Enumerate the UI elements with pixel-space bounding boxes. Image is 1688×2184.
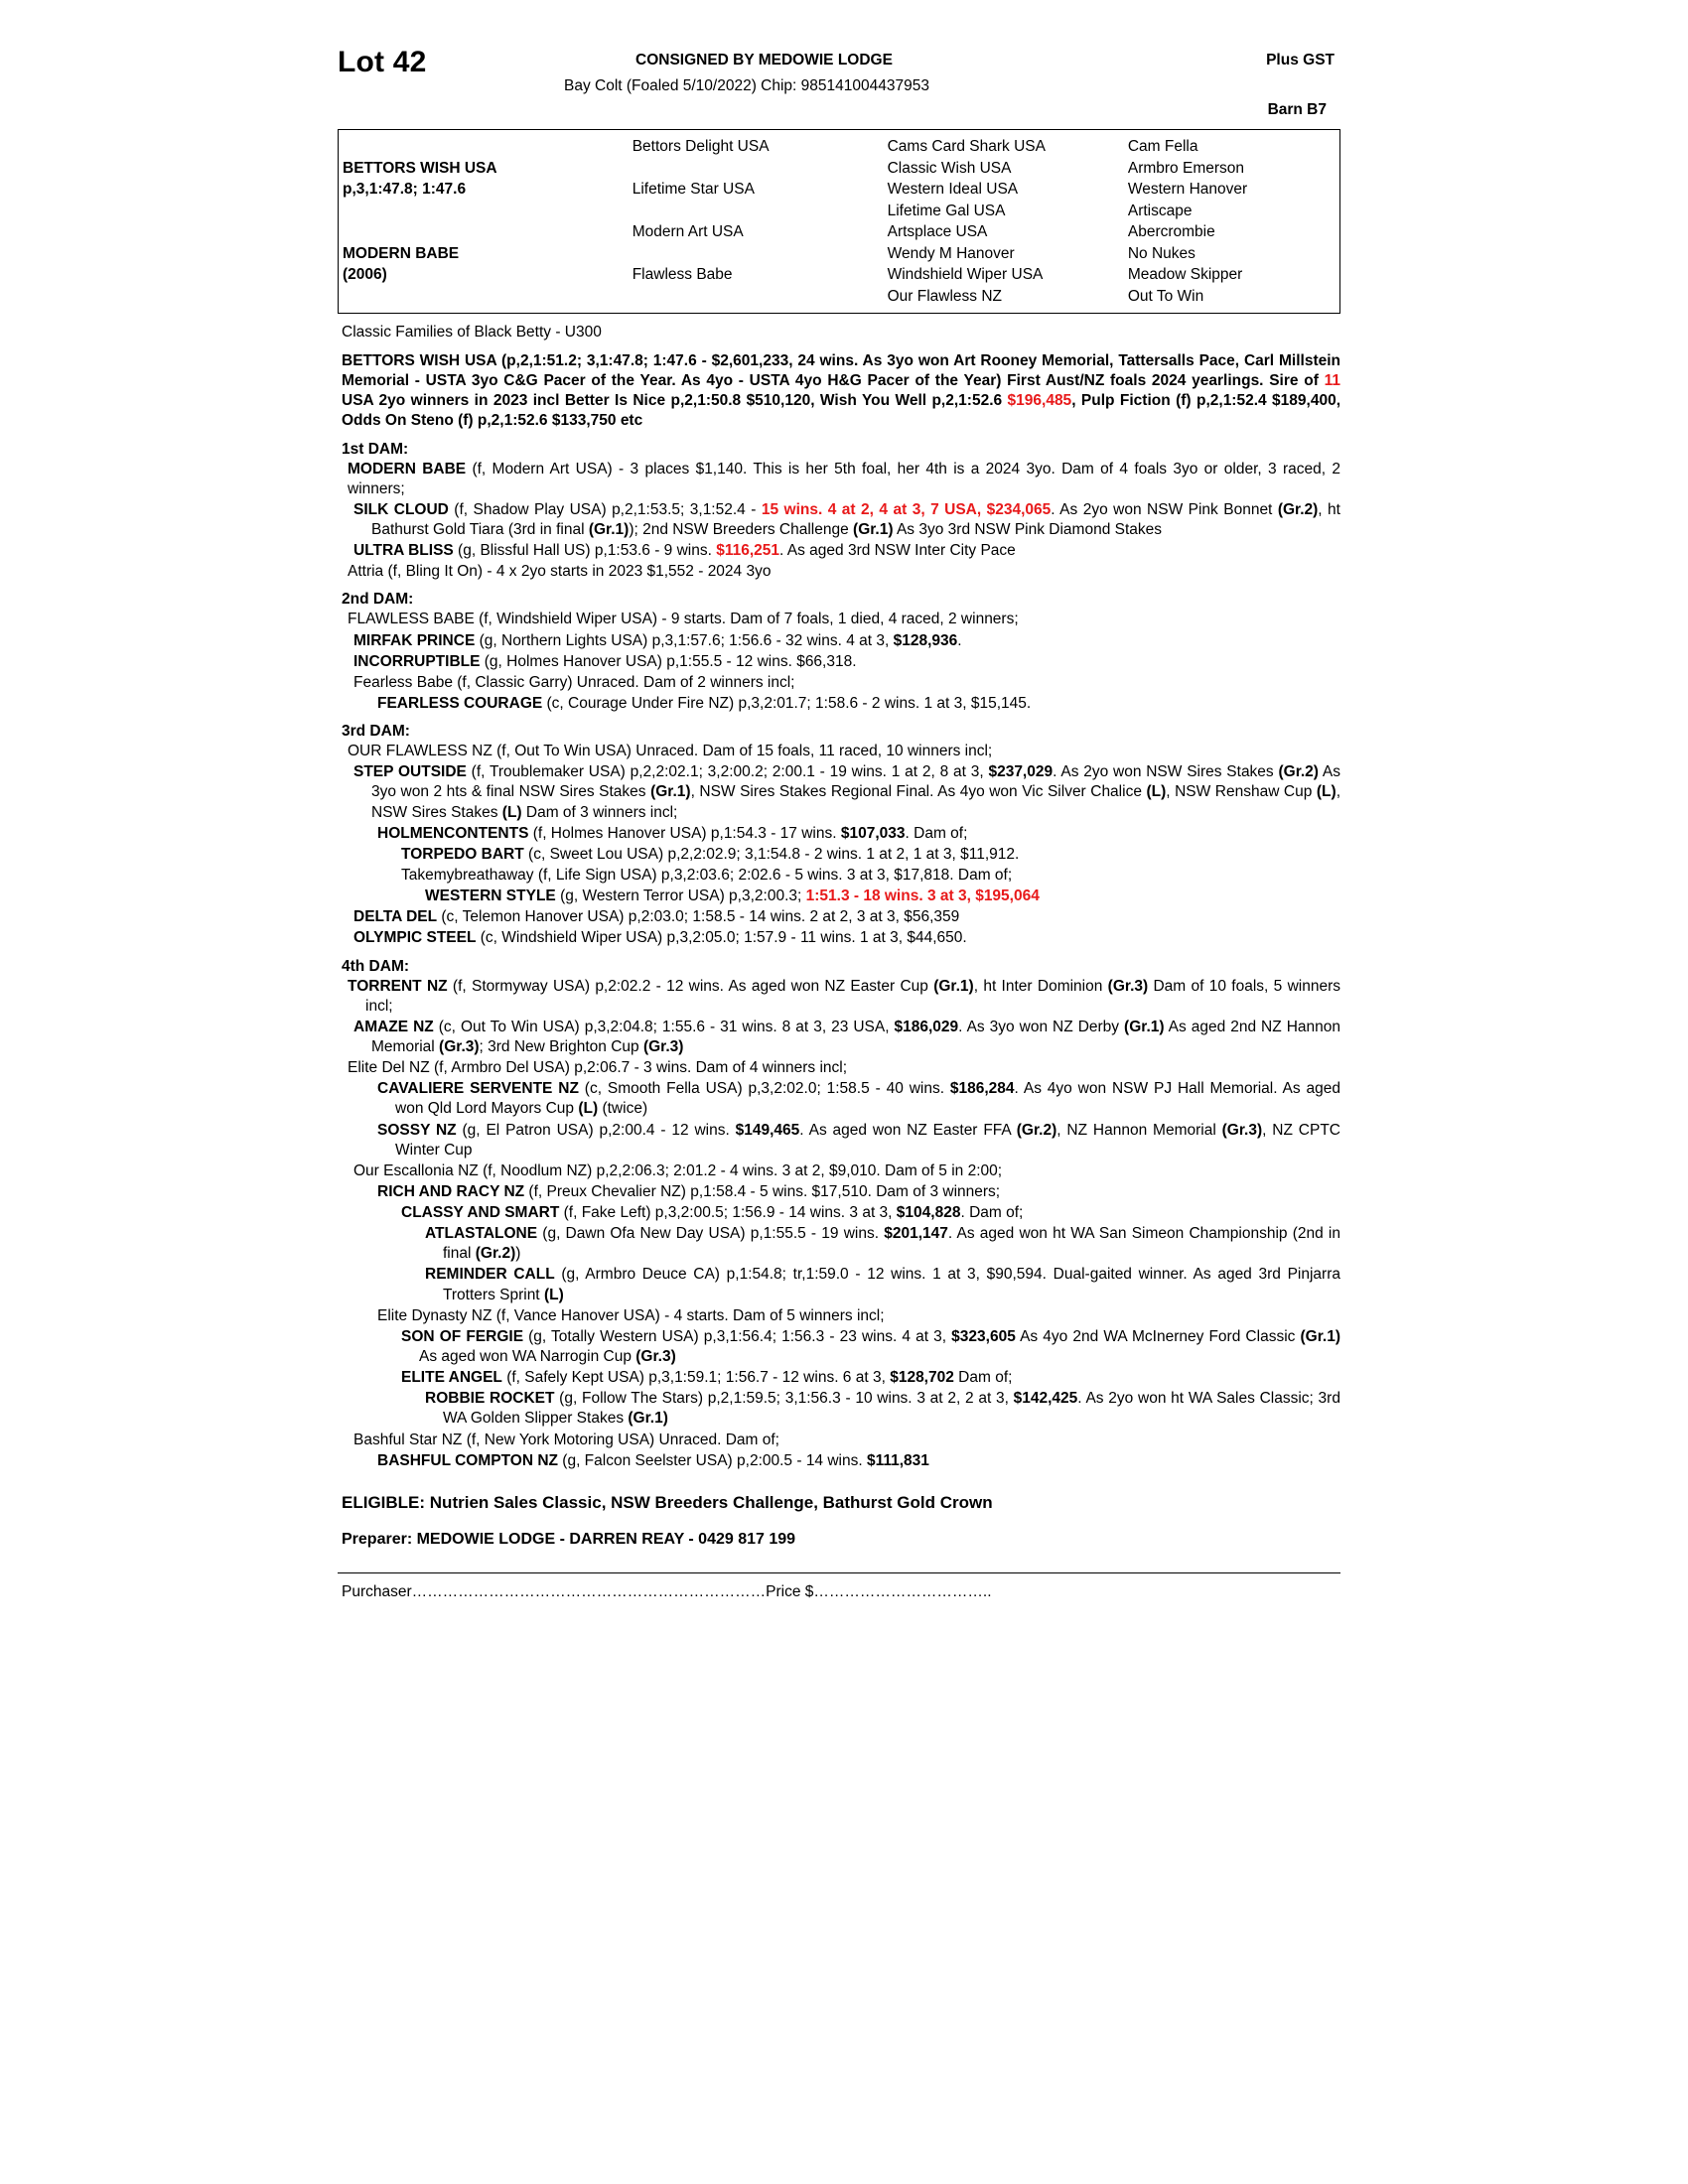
entry-bold-text: ATLASTALONE [425,1225,538,1243]
pedigree-entry [338,762,1340,822]
pedigree-entry [338,1079,1340,1119]
entry-bold-text: $323,605 [951,1327,1016,1345]
entry-text: , ht Inter Dominion [973,977,1108,995]
entry-text: (c, Sweet Lou USA) p,2,2:02.9; 3,1:54.8 - 2 wins. 1 at 2, 1 at 3, $11,912. [523,845,1020,863]
entry-text: . Dam of; [905,824,968,842]
entry-text: (c, Windshield Wiper USA) p,3,2:05.0; 1:57.9 - 11 wins. 1 at 3, $44,650. [476,929,967,947]
entry-text: As aged won WA Narrogin Cup [419,1348,636,1366]
entry-bold-text: (Gr.3) [1221,1121,1263,1139]
entry-text: (f, Preux Chevalier NZ) p,1:58.4 - 5 wins. $17,510. Dam of 3 winners; [524,1182,1001,1200]
entry-bold-text: (Gr.3) [635,1348,676,1366]
entry-text: . As 2yo won ht WA Sales Classic; 3rd WA Golden Slipper Stakes [443,1390,1340,1428]
entry-text: Bashful Star NZ (f, New York Motoring USA) Unraced. Dam of; [353,1431,779,1448]
entry-bold-text: (L) [1146,783,1167,801]
pedigree-entry [338,1431,1340,1450]
entry-bold-text: SILK CLOUD [353,500,449,518]
pedigree-entry [338,673,1340,693]
entry-bold-text: (Gr.2) [1278,763,1319,781]
sire-paragraph-red2: $196,485 [1007,392,1072,410]
pedigree-cell-blank [339,201,629,222]
pedigree-entry [338,824,1340,844]
entry-text: (f, Modern Art USA) - 3 places $1,140. This is her 5th foal, her 4th is a 2024 3yo. Dam of 4 foals 3yo or older, 3 raced, 2 winners; [348,460,1340,497]
entry-bold-text: (Gr.2) [475,1245,516,1263]
entry-text: (g, Follow The Stars) p,2,1:59.5; 3,1:56.3 - 10 wins. 3 at 2, 2 at 3, [554,1390,1014,1408]
preparer-line: Preparer: MEDOWIE LODGE - DARREN REAY - 0429 817 199 [342,1530,796,1548]
pedigree-entry [338,845,1340,865]
pedigree-cell: No Nukes [1127,244,1196,262]
entry-text: Dam of 10 foals, 5 winners incl; [365,977,1340,1015]
entry-bold-text: MIRFAK PRINCE [353,631,476,649]
pedigree-entry [338,652,1340,672]
entry-bold-text: TORRENT NZ [348,977,448,995]
pedigree-entry [338,610,1340,629]
entry-highlight-text: $116,251 [716,542,780,560]
family-line: Classic Families of Black Betty - U300 [342,324,602,341]
entry-text: Our Escallonia NZ (f, Noodlum NZ) p,2,2:06.3; 2:01.2 - 4 wins. 3 at 2, $9,010. Dam of 5 in 2:00; [353,1161,1003,1179]
pedigree-entry [338,1058,1340,1078]
pedigree-cell: Our Flawless NZ [887,287,1003,305]
pedigree-cell: Meadow Skipper [1127,266,1243,283]
entry-bold-text: $142,425 [1013,1390,1078,1408]
pedigree-entry [338,1265,1340,1304]
table-row [339,221,1339,243]
pedigree-table-wrapper [338,129,1340,314]
entry-text: , ht Bathurst Gold Tiara (3rd in final [371,500,1340,538]
pedigree-cell: Bettors Delight USA [632,138,770,155]
table-row [339,286,1339,308]
entry-text: . As 2yo won NSW Sires Stakes [1053,763,1279,781]
entry-bold-text: $107,033 [840,824,906,842]
pedigree-cell: Armbro Emerson [1127,159,1245,177]
pedigree-cell: Abercrombie [1127,223,1215,240]
entry-bold-text: (Gr.2) [1277,500,1319,518]
pedigree-entry [338,1389,1340,1429]
entry-bold-text: ULTRA BLISS [353,542,454,560]
entry-text: (g, Armbro Deuce CA) p,1:54.8; tr,1:59.0 - 12 wins. 1 at 3, $90,594. Dual-gaited winner. As aged 3rd Pinjarra Trotters Sprint [443,1266,1340,1303]
pedigree-cell: Flawless Babe [632,266,733,283]
entry-bold-text: $111,831 [866,1451,929,1469]
pedigree-entry [338,1182,1340,1202]
page-header [338,40,1340,125]
pedigree-entry [338,866,1340,886]
entry-text: (c, Courage Under Fire NZ) p,3,2:01.7; 1:58.6 - 2 wins. 1 at 3, $15,145. [542,694,1032,712]
entry-bold-text: CAVALIERE SERVENTE NZ [377,1080,579,1098]
entry-bold-text: (Gr.1) [628,1410,668,1428]
pedigree-entry [338,907,1340,927]
pedigree-entry [338,541,1340,561]
dam-heading: 2nd DAM: [342,591,414,609]
pedigree-cell: Cams Card Shark USA [887,138,1046,155]
pedigree-cell: Cam Fella [1127,138,1198,155]
entry-text: . As aged won NZ Easter FFA [799,1121,1017,1139]
entry-bold-text: (Gr.1) [1300,1327,1340,1345]
entry-text: As aged 2nd NZ Hannon Memorial [371,1018,1340,1055]
entry-bold-text: REMINDER CALL [425,1266,555,1284]
sire-paragraph-part1: BETTORS WISH USA (p,2,1:51.2; 3,1:47.8; 1:47.6 - $2,601,233, 24 wins. As 3yo won Art Rooney Memorial, Tattersalls Pace, Carl Millstein Memorial - USTA 3yo C&G Pacer of the Year. As 4yo - USTA 4yo H&G Pacer of the Year) First Aust/NZ foals 2024 yearlings. Sire of [342,352,1340,390]
pedigree-entry [338,742,1340,761]
entry-text: (f, Safely Kept USA) p,3,1:59.1; 1:56.7 - 12 wins. 6 at 3, [501,1369,891,1387]
entry-text: (g, Holmes Hanover USA) p,1:55.5 - 12 wins. $66,318. [480,652,857,670]
entry-text: (f, Holmes Hanover USA) p,1:54.3 - 17 wins. [528,824,841,842]
sire-paragraph-part2: USA 2yo winners in 2023 incl Better Is Nice p,2,1:50.8 $510,120, Wish You Well p,2,1:52.6 [342,392,1008,410]
pedigree-entry [338,1451,1340,1471]
catalogue-sheet [338,40,1340,1601]
pedigree-entry [338,887,1340,906]
purchaser-dots: …………………………………………………………… [411,1582,767,1600]
entry-text: , NSW Sires Stakes Regional Final. As 4yo won Vic Silver Chalice [690,783,1147,801]
table-row [339,158,1339,180]
table-row [339,201,1339,222]
entry-bold-text: $104,828 [896,1204,961,1222]
entry-text: (g, Dawn Ofa New Day USA) p,1:55.5 - 19 wins. [537,1225,885,1243]
entry-text: . As 4yo won NSW PJ Hall Memorial. As aged won Qld Lord Mayors Cup [395,1080,1340,1118]
entry-bold-text: (Gr.2) [1016,1121,1057,1139]
entry-text: Attria (f, Bling It On) - 4 x 2yo starts in 2023 $1,552 - 2024 3yo [348,563,772,581]
entry-bold-text: RICH AND RACY NZ [377,1182,525,1200]
entry-text: As 4yo 2nd WA McInerney Ford Classic [1015,1327,1301,1345]
pedigree-cell: Classic Wish USA [887,159,1012,177]
table-row [339,264,1339,286]
purchaser-label: Purchaser [342,1582,412,1600]
entry-text: . As 2yo won NSW Pink Bonnet [1051,500,1278,518]
entry-text: , NSW Sires Stakes [371,783,1340,821]
pedigree-entry [338,694,1340,714]
pedigree-cell: Artiscape [1127,202,1193,219]
entry-text: Elite Del NZ (f, Armbro Del USA) p,2:06.7 - 3 wins. Dam of 4 winners incl; [348,1059,848,1077]
consignor-label: CONSIGNED BY MEDOWIE LODGE [635,52,893,68]
entry-bold-text: FEARLESS COURAGE [377,694,543,712]
entry-text: (f, Shadow Play USA) p,2,1:53.5; 3,1:52.4 - [448,500,762,518]
entry-text: ) [515,1245,521,1263]
entry-text: Elite Dynasty NZ (f, Vance Hanover USA) - 4 starts. Dam of 5 winners incl; [377,1306,885,1324]
entry-text: Takemybreathaway (f, Life Sign USA) p,3,2:03.6; 2:02.6 - 5 wins. 3 at 3, $17,818. Dam of; [401,866,1013,884]
entry-text: ); 2nd NSW Breeders Challenge [629,520,854,538]
pedigree-entry [338,562,1340,582]
pedigree-cell [629,286,884,308]
entry-bold-text: WESTERN STYLE [425,887,556,905]
entry-bold-text: (L) [1316,783,1336,801]
table-row [339,136,1339,158]
entry-bold-text: $128,936 [893,631,958,649]
entry-bold-text: $201,147 [884,1225,948,1243]
entry-text: FLAWLESS BABE (f, Windshield Wiper USA) - 9 starts. Dam of 7 foals, 1 died, 4 raced, 2 winners; [348,611,1019,628]
entry-text: , NZ Hannon Memorial [1056,1121,1222,1139]
entry-text: . As aged 3rd NSW Inter City Pace [779,542,1016,560]
entry-text: (c, Telemon Hanover USA) p,2:03.0; 1:58.5 - 14 wins. 2 at 2, 3 at 3, $56,359 [437,908,960,926]
entry-bold-text: OLYMPIC STEEL [353,929,477,947]
pedigree-cell: Windshield Wiper USA [887,266,1044,283]
entry-text: OUR FLAWLESS NZ (f, Out To Win USA) Unraced. Dam of 15 foals, 11 raced, 10 winners incl; [348,743,993,760]
pedigree-entry [338,1368,1340,1388]
entry-bold-text: SON OF FERGIE [401,1327,524,1345]
entry-bold-text: $237,029 [988,763,1054,781]
price-dots: …………………………….. [813,1582,992,1600]
entry-text: . As 3yo won NZ Derby [958,1018,1125,1035]
entry-bold-text: $186,284 [949,1080,1015,1098]
pedigree-cell: Modern Art USA [632,223,744,240]
entry-highlight-text: 15 wins. 4 at 2, 4 at 3, 7 USA, $234,065 [761,500,1052,518]
dam-heading: 3rd DAM: [342,723,410,741]
dam-heading: 1st DAM: [342,440,409,458]
entry-text: (f, Fake Left) p,3,2:00.5; 1:56.9 - 14 wins. 3 at 3, [559,1204,897,1222]
entry-bold-text: ROBBIE ROCKET [425,1390,555,1408]
entry-bold-text: DELTA DEL [353,908,438,926]
pedigree-cell: Wendy M Hanover [887,244,1015,262]
entry-bold-text: $186,029 [894,1018,959,1035]
entry-bold-text: (L) [543,1286,564,1303]
sire-paragraph-part3: , Pulp Fiction (f) p,2,1:52.4 $189,400, Odds On Steno (f) p,2,1:52.6 $133,750 etc [342,392,1341,430]
entry-bold-text: HOLMENCONTENTS [377,824,529,842]
pedigree-cell-sire-col [339,136,629,158]
pedigree-table [339,136,1339,307]
sire-paragraph-red1: 11 [1324,372,1340,390]
pedigree-entry [338,1121,1340,1160]
barn-label: Barn B7 [1267,101,1327,118]
entry-text: (f, Stormyway USA) p,2:02.2 - 12 wins. As aged won NZ Easter Cup [447,977,934,995]
entry-bold-text: (Gr.1) [853,520,894,538]
pedigree-cell: Out To Win [1127,287,1204,305]
entry-bold-text: BASHFUL COMPTON NZ [377,1451,558,1469]
dam-year: (2006) [343,266,387,283]
entry-text: As 3yo 3rd NSW Pink Diamond Stakes [893,520,1163,538]
pedigree-entry [338,1018,1340,1057]
dam-heading: 4th DAM: [342,957,410,975]
entry-text: (g, Totally Western USA) p,3,1:56.4; 1:56.3 - 23 wins. 4 at 3, [523,1327,952,1345]
eligible-line: ELIGIBLE: Nutrien Sales Classic, NSW Breeders Challenge, Bathurst Gold Crown [342,1492,993,1512]
entry-text: , NSW Renshaw Cup [1166,783,1317,801]
pedigree-cell: Lifetime Star USA [632,181,755,198]
purchaser-footer [338,1572,1340,1601]
entry-bold-text: ELITE ANGEL [401,1369,502,1387]
pedigree-entry [338,1224,1340,1264]
entry-text: (g, El Patron USA) p,2:00.4 - 12 wins. [456,1121,736,1139]
pedigree-cell [629,243,884,265]
sire-name: BETTORS WISH USA [343,159,497,177]
entry-text: . As aged won ht WA San Simeon Championship (2nd in final [443,1225,1340,1263]
pedigree-cell: Western Ideal USA [887,181,1019,198]
pedigree-cell: Lifetime Gal USA [887,202,1006,219]
entry-text: ; 3rd New Brighton Cup [479,1037,643,1055]
entry-bold-text: MODERN BABE [348,460,467,478]
pedigree-cell-blank [339,221,629,243]
entry-text: As 3yo won 2 hts & final NSW Sires Stakes [371,763,1340,801]
entry-text: (f, Troublemaker USA) p,2,2:02.1; 3,2:00.2; 2:00.1 - 19 wins. 1 at 2, 8 at 3, [466,763,989,781]
sire-record: p,3,1:47.8; 1:47.6 [343,181,467,198]
entry-bold-text: AMAZE NZ [353,1018,434,1035]
dam-sections [338,441,1340,1471]
lot-number: Lot 42 [338,46,427,78]
entry-bold-text: (Gr.1) [1124,1018,1165,1035]
entry-text: , NZ CPTC Winter Cup [395,1121,1340,1159]
pedigree-cell-blank [339,286,629,308]
pedigree-entry [338,1203,1340,1223]
entry-bold-text: CLASSY AND SMART [401,1204,560,1222]
pedigree-cell [629,158,884,180]
entry-text: . Dam of; [960,1204,1024,1222]
plus-gst-label: Plus GST [1266,52,1335,68]
entry-bold-text: $128,702 [890,1369,954,1387]
entry-text: (c, Out To Win USA) p,3,2:04.8; 1:55.6 - 31 wins. 8 at 3, 23 USA, [433,1018,895,1035]
pedigree-entry [338,631,1340,651]
entry-bold-text: (Gr.3) [1107,977,1149,995]
table-row [339,243,1339,265]
entry-text: (g, Falcon Seelster USA) p,2:00.5 - 14 wins. [557,1451,867,1469]
entry-highlight-text: 1:51.3 - 18 wins. 3 at 3, $195,064 [805,887,1040,905]
entry-bold-text: (Gr.1) [588,520,630,538]
entry-bold-text: (L) [578,1100,599,1118]
entry-text: (g, Blissful Hall US) p,1:53.6 - 9 wins. [453,542,717,560]
entry-text: (twice) [598,1100,648,1118]
pedigree-entry [338,1306,1340,1326]
pedigree-entry [338,928,1340,948]
price-label: Price $ [766,1582,814,1600]
entry-bold-text: (L) [501,803,522,821]
pedigree-entry [338,500,1340,540]
dam-name: MODERN BABE [343,244,460,262]
entry-text: (g, Northern Lights USA) p,3,1:57.6; 1:56.6 - 32 wins. 4 at 3, [475,631,894,649]
entry-bold-text: (Gr.1) [933,977,974,995]
table-row [339,179,1339,201]
pedigree-entry [338,460,1340,499]
entry-text: . [957,631,962,649]
pedigree-entry [338,1327,1340,1367]
pedigree-cell [629,201,884,222]
entry-text: (c, Smooth Fella USA) p,3,2:02.0; 1:58.5 - 40 wins. [578,1080,950,1098]
entry-bold-text: (Gr.1) [650,783,691,801]
entry-bold-text: INCORRUPTIBLE [353,652,481,670]
sire-paragraph [338,351,1340,432]
entry-bold-text: TORPEDO BART [401,845,524,863]
entry-bold-text: $149,465 [735,1121,800,1139]
pedigree-cell: Artsplace USA [887,223,988,240]
entry-text: Dam of 3 winners incl; [521,803,678,821]
horse-description: Bay Colt (Foaled 5/10/2022) Chip: 985141004437953 [564,77,929,94]
entry-bold-text: (Gr.3) [642,1037,684,1055]
entry-bold-text: STEP OUTSIDE [353,763,467,781]
entry-text: Dam of; [953,1369,1013,1387]
entry-text: (g, Western Terror USA) p,3,2:00.3; [555,887,806,905]
pedigree-entry [338,977,1340,1017]
entry-bold-text: SOSSY NZ [377,1121,457,1139]
entry-bold-text: (Gr.3) [439,1037,480,1055]
entry-text: Fearless Babe (f, Classic Garry) Unraced. Dam of 2 winners incl; [353,673,795,691]
pedigree-cell: Western Hanover [1127,181,1248,198]
pedigree-entry [338,1161,1340,1181]
